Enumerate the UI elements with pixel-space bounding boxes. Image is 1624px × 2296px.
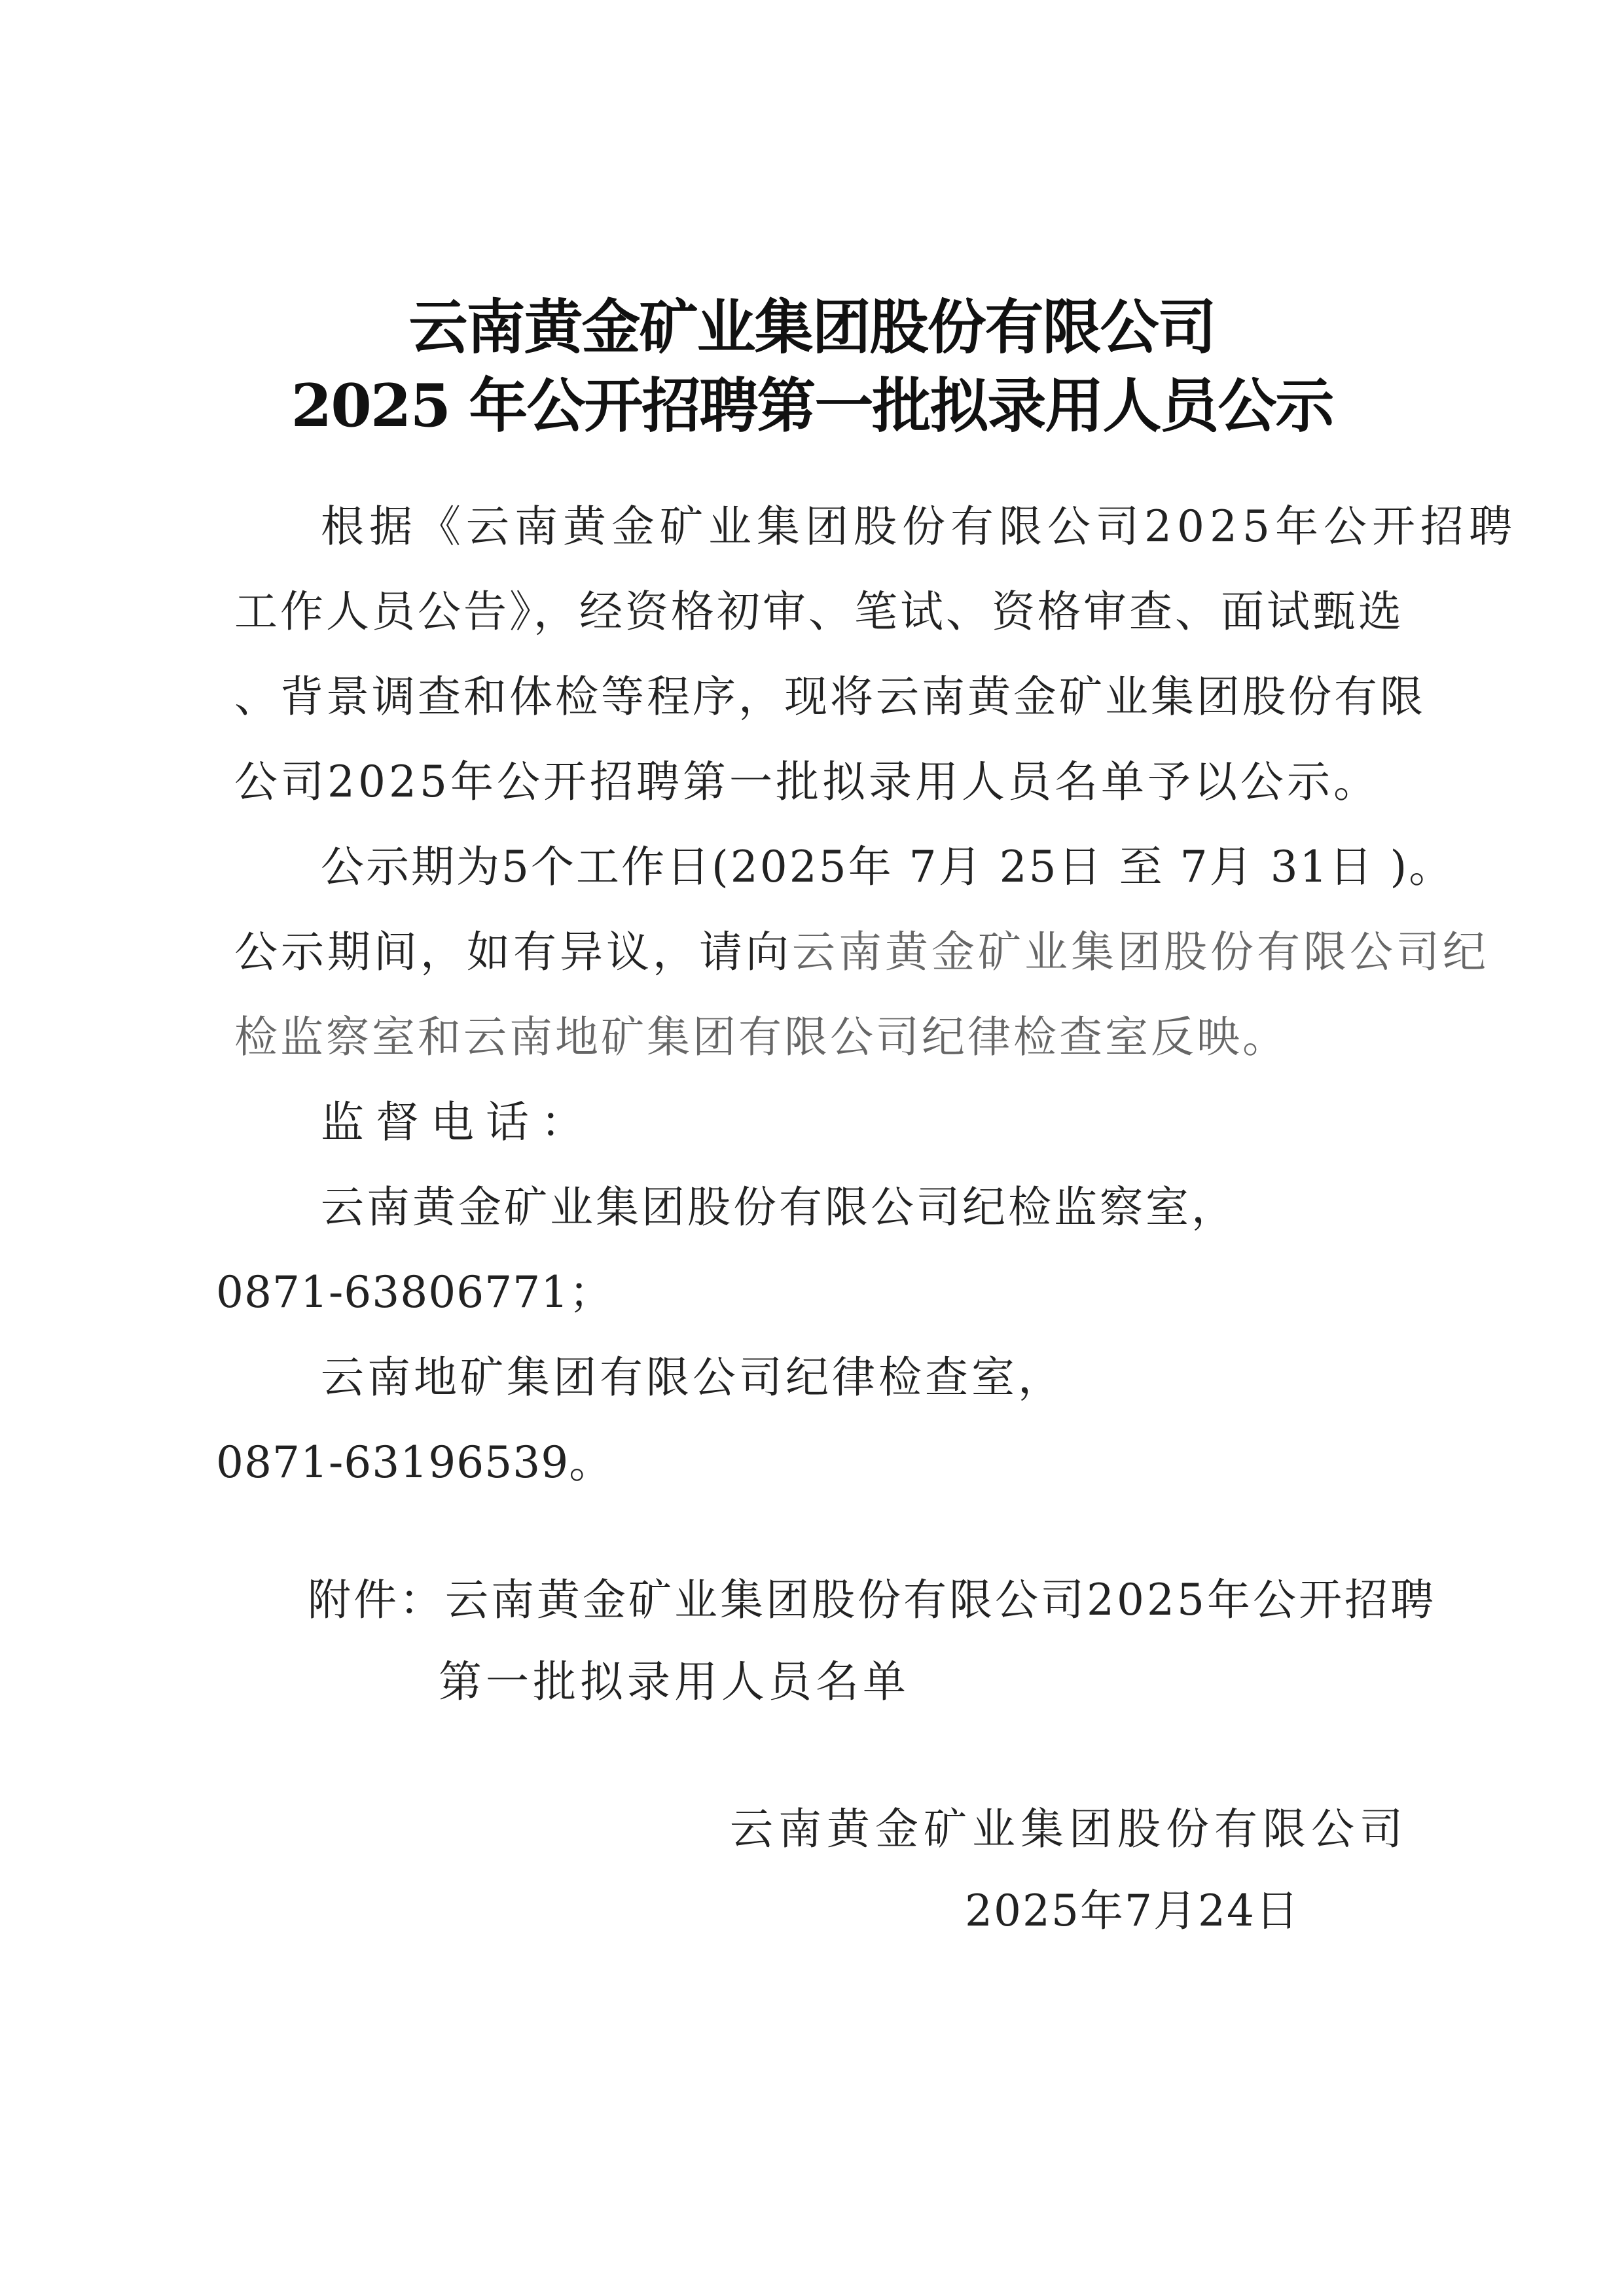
signature-org: 云南黄金矿业集团股份有限公司 xyxy=(730,1804,1408,1854)
paragraph-2-line-2-grey: 云南黄金矿业集团股份有限公司纪 xyxy=(792,927,1489,977)
supervision-label: 监督电话： xyxy=(321,1097,596,1147)
paragraph-2-line-2 xyxy=(234,923,1489,982)
paragraph-2-line-2-prefix: 公示期间，如有异议，请向 xyxy=(234,927,792,977)
paragraph-2-line-1: 公示期为5个工作日(2025年 7月 25日 至 7月 31日 )。 xyxy=(321,842,1454,892)
paragraph-1-line-2: 工作人员公告》，经资格初审、笔试、资格审查、面试甄选 xyxy=(234,586,1404,637)
contact-2-phone: 0871-63196539。 xyxy=(216,1437,613,1488)
paragraph-1-line-4: 公司2025年公开招聘第一批拟录用人员名单予以公示。 xyxy=(234,757,1380,807)
attachment-line-2: 第一批拟录用人员名单 xyxy=(439,1657,910,1707)
paragraph-1-line-3: 、背景调查和体检等程序，现将云南黄金矿业集团股份有限 xyxy=(234,672,1426,722)
document-title-line-2: 2025 年公开招聘第一批拟录用人员公示 xyxy=(291,371,1333,440)
contact-1-phone: 0871-63806771； xyxy=(216,1267,613,1318)
paragraph-1-line-1: 根据《云南黄金矿业集团股份有限公司2025年公开招聘 xyxy=(321,501,1517,552)
contact-2-org: 云南地矿集团有限公司纪律检查室， xyxy=(321,1352,1064,1403)
document-title-line-1: 云南黄金矿业集团股份有限公司 xyxy=(408,293,1216,362)
contact-1-org: 云南黄金矿业集团股份有限公司纪检监察室， xyxy=(321,1182,1237,1232)
signature-date: 2025年7月24日 xyxy=(965,1886,1300,1936)
attachment-line-1: 附件：云南黄金矿业集团股份有限公司2025年公开招聘 xyxy=(308,1575,1436,1625)
paragraph-2-line-3: 检监察室和云南地矿集团有限公司纪律检查室反映。 xyxy=(234,1012,1288,1062)
